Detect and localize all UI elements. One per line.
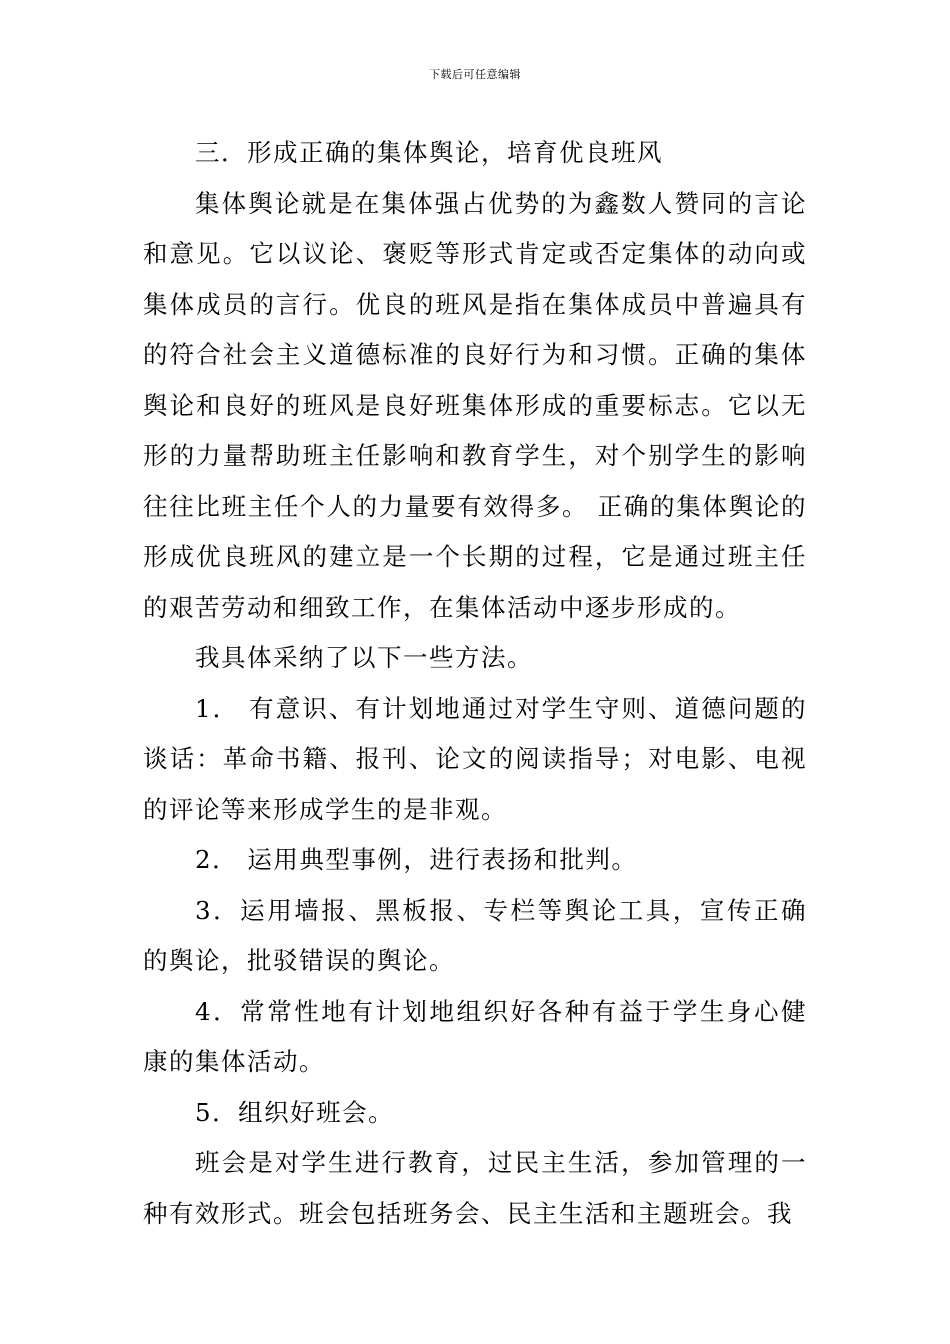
document-body — [143, 128, 807, 1239]
list-item-method-3: 3．运用墙报、黑板报、专栏等舆论工具，宣传正确的舆论，批驳错误的舆论。 — [143, 895, 807, 975]
list-item-method-5: 5．组织好班会。 — [195, 1097, 395, 1127]
page-header-note: 下载后可任意编辑 — [429, 68, 521, 81]
section-title: 三．形成正确的集体舆论，培育优良班风 — [195, 138, 663, 167]
paragraph-collective-opinion: 集体舆论就是在集体强占优势的为鑫数人赞同的言论和意见。它以议论、褒贬等形式肯定或否定集体的动向或集体成员的言行。优良的班风是指在集体成员中普遍具有的符合社会主义道德标准的良好行为和习惯。正确的集体舆论和良好的班风是良好班集体形成的重要标志。它以无形的力量帮助班主任影响和教育学生，对个别学生的影响往往比班主任个人的力量要有效得多。 正确的集体舆论的形成优良班风的建立是一个长期的过程，它是通过班主任的艰苦劳动和细致工作，在集体活动中逐步形成的。 — [143, 188, 807, 622]
list-item-method-2: 2． 运用典型事例，进行表扬和批判。 — [195, 845, 638, 874]
paragraph-class-meeting: 班会是对学生进行教育，过民主生活，参加管理的一种有效形式。班会包括班务会、民主生活和主题班会。我 — [143, 1148, 807, 1228]
list-item-method-4: 4．常常性地有计划地组织好各种有益于学生身心健康的集体活动。 — [143, 996, 807, 1076]
list-item-method-1: 1． 有意识、有计划地通过对学生守则、道德问题的谈话：革命书籍、报刊、论文的阅读指导；对电影、电视的评论等来形成学生的是非观。 — [143, 693, 807, 824]
paragraph-methods-intro: 我具体采纳了以下一些方法。 — [195, 643, 533, 672]
